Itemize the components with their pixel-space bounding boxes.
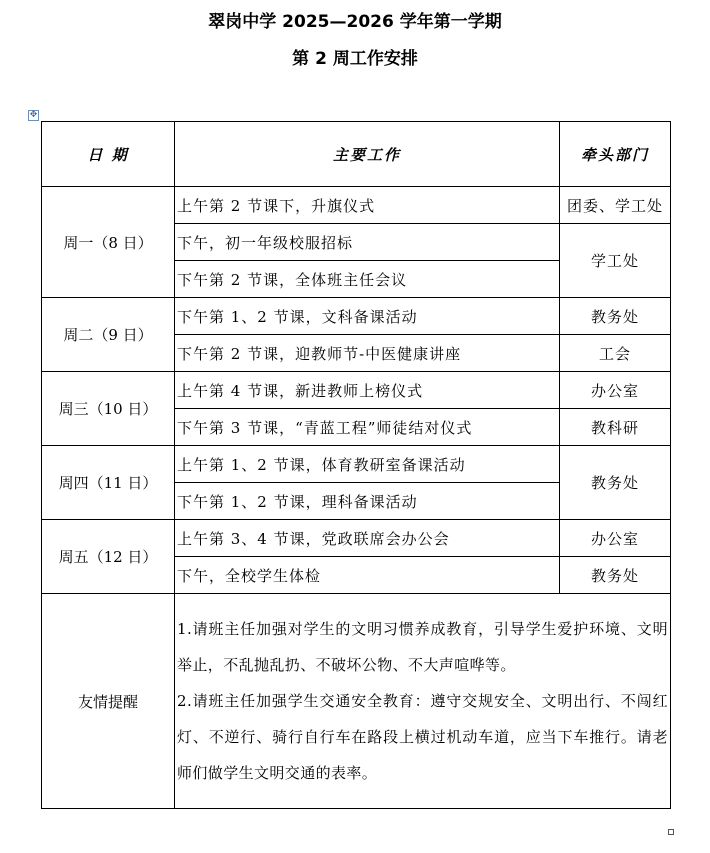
column-header-dept: 牵头部门 bbox=[560, 122, 671, 187]
dept-cell: 教务处 bbox=[560, 298, 671, 335]
table-row bbox=[42, 298, 671, 335]
header-row bbox=[42, 122, 671, 187]
task-cell: 下午，初一年级校服招标 bbox=[175, 224, 560, 261]
dept-cell: 教务处 bbox=[560, 557, 671, 594]
dept-cell: 办公室 bbox=[560, 372, 671, 409]
schedule-table bbox=[41, 121, 671, 809]
dept-cell: 教务处 bbox=[560, 446, 671, 520]
task-cell: 下午第 1、2 节课，文科备课活动 bbox=[175, 298, 560, 335]
task-cell: 上午第 4 节课，新进教师上榜仪式 bbox=[175, 372, 560, 409]
school-title: 翠岗中学 2025—2026 学年第一学期 bbox=[208, 12, 502, 32]
dept-cell: 办公室 bbox=[560, 520, 671, 557]
dept-cell: 工会 bbox=[560, 335, 671, 372]
table-row bbox=[42, 187, 671, 224]
day-cell-fri: 周五（12 日） bbox=[42, 520, 175, 594]
column-header-date: 日 期 bbox=[42, 122, 175, 187]
reminder-row bbox=[42, 594, 671, 809]
day-cell-thu: 周四（11 日） bbox=[42, 446, 175, 520]
task-cell: 上午第 3、4 节课，党政联席会办公会 bbox=[175, 520, 560, 557]
task-cell: 下午第 3 节课，“青蓝工程”师徒结对仪式 bbox=[175, 409, 560, 446]
reminder-label: 友情提醒 bbox=[42, 594, 175, 809]
reminder-item: 1.请班主任加强对学生的文明习惯养成教育，引导学生爱护环境、文明举止，不乱抛乱扔、不破坏公物、不大声喧哗等。 bbox=[177, 620, 668, 674]
task-cell: 下午第 2 节课，全体班主任会议 bbox=[175, 261, 560, 298]
move-handle-icon[interactable]: ✥ bbox=[29, 110, 38, 120]
task-cell: 上午第 1、2 节课，体育教研室备课活动 bbox=[175, 446, 560, 483]
resize-handle-icon[interactable] bbox=[668, 829, 674, 835]
dept-cell: 教科研 bbox=[560, 409, 671, 446]
reminder-item: 2.请班主任加强学生交通安全教育：遵守交规安全、文明出行、不闯红灯、不逆行、骑行自行车在路段上横过机动车道，应当下车推行。请老师们做学生文明交通的表率。 bbox=[177, 692, 668, 782]
week-title: 第 2 周工作安排 bbox=[292, 49, 418, 69]
task-cell: 下午第 2 节课，迎教师节-中医健康讲座 bbox=[175, 335, 560, 372]
day-cell-mon: 周一（8 日） bbox=[42, 187, 175, 298]
table-row bbox=[42, 520, 671, 557]
reminder-content bbox=[175, 594, 671, 809]
task-cell: 下午第 1、2 节课，理科备课活动 bbox=[175, 483, 560, 520]
dept-cell: 学工处 bbox=[560, 224, 671, 298]
column-header-work: 主要工作 bbox=[175, 122, 560, 187]
dept-cell: 团委、学工处 bbox=[560, 187, 671, 224]
task-cell: 上午第 2 节课下，升旗仪式 bbox=[175, 187, 560, 224]
task-cell: 下午，全校学生体检 bbox=[175, 557, 560, 594]
table-row bbox=[42, 446, 671, 483]
day-cell-wed: 周三（10 日） bbox=[42, 372, 175, 446]
day-cell-tue: 周二（9 日） bbox=[42, 298, 175, 372]
table-row bbox=[42, 372, 671, 409]
